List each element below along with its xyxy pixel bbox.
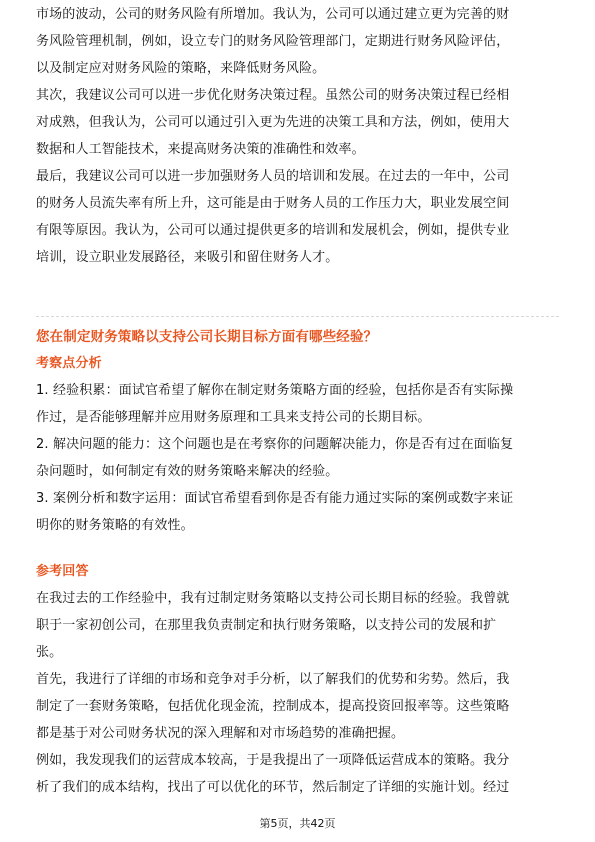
- analysis-line: 杂问题时，如何制定有效的财务策略来解决的经验。: [36, 464, 339, 479]
- intro-line: 培训，设立职业发展路径，来吸引和留住财务人才。: [36, 250, 339, 265]
- answer-line: 首先，我进行了详细的市场和竞争对手分析，以了解我们的优势和劣势。然后，我: [36, 672, 510, 687]
- answer-line: 在我过去的工作经验中，我有过制定财务策略以支持公司长期目标的经验。我曾就: [36, 591, 510, 606]
- answer-line: 制定了一套财务策略，包括优化现金流，控制成本，提高投资回报率等。这些策略: [36, 699, 510, 714]
- analysis-line: 1. 经验积累：面试官希望了解你在制定财务策略方面的经验，包括你是否有实际操: [36, 383, 514, 398]
- intro-line: 以及制定应对财务风险的策略，来降低财务风险。: [36, 61, 326, 76]
- analysis-line: 作过，是否能够理解并应用财务原理和工具来支持公司的长期目标。: [36, 410, 431, 425]
- intro-line: 的财务人员流失率有所上升，这可能是由于财务人员的工作压力大，职业发展空间: [36, 196, 510, 211]
- answer-line: 职于一家初创公司，在那里我负责制定和执行财务策略，以支持公司的发展和扩: [36, 618, 497, 633]
- analysis-line: 明你的财务策略的有效性。: [36, 518, 194, 533]
- answer-heading: 参考回答: [36, 564, 89, 579]
- answer-line: 析了我们的成本结构，找出了可以优化的环节，然后制定了详细的实施计划。经过: [36, 780, 510, 795]
- intro-line: 对成熟，但我认为，公司可以通过引入更为先进的决策工具和方法，例如，使用大: [36, 115, 510, 130]
- analysis-line: 3. 案例分析和数字运用：面试官希望看到你是否有能力通过实际的案例或数字来证: [36, 491, 514, 506]
- intro-line: 市场的波动，公司的财务风险有所增加。我认为，公司可以通过建立更为完善的财: [36, 7, 510, 22]
- answer-line: 例如，我发现我们的运营成本较高，于是我提出了一项降低运营成本的策略。我分: [36, 753, 510, 768]
- analysis-heading: 考察点分析: [36, 356, 102, 371]
- intro-line: 务风险管理机制，例如，设立专门的财务风险管理部门，定期进行财务风险评估，: [36, 34, 510, 49]
- intro-line: 数据和人工智能技术，来提高财务决策的准确性和效率。: [36, 142, 365, 157]
- answer-line: 都是基于对公司财务状况的深入理解和对市场趋势的准确把握。: [36, 726, 405, 741]
- answer-line: 张。: [36, 645, 63, 660]
- intro-line: 其次，我建议公司可以进一步优化财务决策过程。虽然公司的财务决策过程已经相: [36, 88, 510, 103]
- section-divider: [36, 316, 559, 317]
- page-number: 第5页，共42页: [259, 817, 336, 830]
- intro-line: 有限等原因。我认为，公司可以通过提供更多的培训和发展机会，例如，提供专业: [36, 223, 510, 238]
- question-heading: 您在制定财务策略以支持公司长期目标方面有哪些经验？: [36, 329, 378, 345]
- analysis-line: 2. 解决问题的能力：这个问题也是在考察你的问题解决能力，你是否有过在面临复: [36, 437, 514, 452]
- intro-line: 最后，我建议公司可以进一步加强财务人员的培训和发展。在过去的一年中，公司: [36, 169, 510, 184]
